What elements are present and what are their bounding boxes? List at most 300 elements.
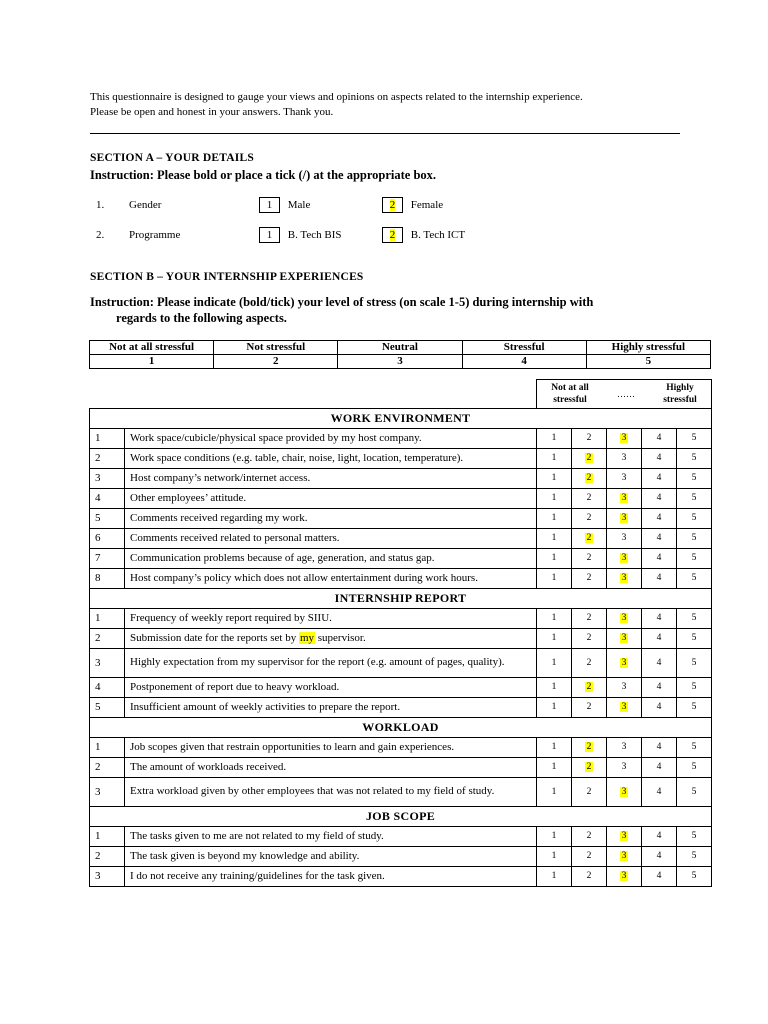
rating-value: 4 — [656, 702, 662, 712]
gender-female-label: Female — [410, 198, 444, 211]
programme-bis-box[interactable]: 1 — [259, 227, 280, 243]
rating-value: 5 — [691, 657, 697, 668]
rating-value: 1 — [551, 473, 557, 483]
table-row — [90, 866, 712, 886]
rating-cell[interactable] — [572, 488, 607, 508]
rating-value: 1 — [551, 702, 557, 712]
rating-cell[interactable] — [537, 568, 572, 588]
rating-cell[interactable] — [537, 448, 572, 468]
rating-cell[interactable] — [677, 677, 712, 697]
item-number: 8 — [90, 568, 125, 588]
rating-cell[interactable] — [607, 846, 642, 866]
rating-value: 4 — [656, 513, 662, 523]
section-a-title: SECTION A – YOUR DETAILS — [90, 152, 254, 164]
rating-value-selected: 3 — [621, 657, 627, 668]
rating-value: 1 — [551, 831, 557, 841]
rating-cell[interactable] — [537, 866, 572, 886]
rating-value-selected: 3 — [621, 633, 627, 643]
item-number: 2 — [90, 757, 125, 777]
rating-cell[interactable] — [537, 846, 572, 866]
rating-cell[interactable] — [642, 468, 677, 488]
rating-cell[interactable] — [642, 628, 677, 648]
rating-value-selected: 2 — [586, 453, 592, 463]
rating-value-selected: 3 — [621, 786, 627, 797]
item-number: 3 — [90, 648, 125, 677]
rating-cell[interactable] — [642, 488, 677, 508]
rating-header — [537, 380, 712, 409]
rating-cell[interactable] — [677, 826, 712, 846]
rating-value: 5 — [691, 851, 697, 861]
rating-value-selected: 3 — [621, 831, 627, 841]
item-number: 7 — [90, 548, 125, 568]
item-text: Comments received regarding my work. — [125, 508, 537, 528]
rating-value: 2 — [586, 657, 592, 668]
table-row — [90, 826, 712, 846]
rating-value: 3 — [621, 742, 627, 752]
item-number: 2 — [90, 846, 125, 866]
table-row — [90, 568, 712, 588]
rating-cell[interactable] — [607, 468, 642, 488]
rating-cell[interactable] — [607, 488, 642, 508]
item-text: Highly expectation from my supervisor for the report (e.g. amount of pages, quality). — [125, 648, 537, 677]
item-number: 3 — [90, 777, 125, 806]
item-text: Frequency of weekly report required by SIIU. — [125, 608, 537, 628]
item-number: 3 — [90, 468, 125, 488]
rating-value: 5 — [691, 493, 697, 503]
section-title: JOB SCOPE — [90, 806, 712, 826]
rating-value: 5 — [691, 682, 697, 692]
rating-value: 2 — [586, 493, 592, 503]
rating-cell[interactable] — [572, 737, 607, 757]
rating-cell[interactable] — [607, 826, 642, 846]
rating-value: 3 — [621, 682, 627, 692]
table-row — [90, 528, 712, 548]
rating-value: 5 — [691, 553, 697, 563]
rating-value: 1 — [551, 633, 557, 643]
rating-cell[interactable] — [677, 548, 712, 568]
section-title: INTERNSHIP REPORT — [90, 588, 712, 608]
rating-value: 2 — [586, 851, 592, 861]
rating-cell[interactable] — [677, 528, 712, 548]
intro-text — [90, 90, 700, 119]
table-row — [90, 697, 712, 717]
item-text: Host company’s network/internet access. — [125, 468, 537, 488]
rating-cell[interactable] — [677, 608, 712, 628]
rating-cell[interactable] — [642, 866, 677, 886]
item-text: Comments received related to personal matters. — [125, 528, 537, 548]
rating-value: 1 — [551, 657, 557, 668]
rating-header-right: Highly stressful — [663, 382, 697, 405]
rating-value-selected: 3 — [621, 851, 627, 861]
rating-value: 4 — [656, 473, 662, 483]
rating-cell[interactable] — [537, 826, 572, 846]
rating-value-selected: 3 — [621, 513, 627, 523]
rating-header-dots: …… — [617, 388, 635, 399]
rating-cell[interactable] — [607, 757, 642, 777]
rating-value-selected: 3 — [621, 613, 627, 623]
rating-cell[interactable] — [572, 568, 607, 588]
item-text: Postponement of report due to heavy workload. — [125, 677, 537, 697]
rating-cell[interactable] — [677, 757, 712, 777]
rating-value: 5 — [691, 433, 697, 443]
rating-value-selected: 3 — [621, 573, 627, 583]
rating-cell[interactable] — [572, 846, 607, 866]
rating-cell[interactable] — [642, 508, 677, 528]
rating-cell[interactable] — [607, 648, 642, 677]
scale-legend — [89, 340, 711, 369]
rating-cell[interactable] — [677, 468, 712, 488]
rating-cell[interactable] — [607, 777, 642, 806]
scale-value: 1 — [90, 355, 214, 369]
rating-value: 1 — [551, 513, 557, 523]
rating-value: 5 — [691, 831, 697, 841]
section-a-instruction: Instruction: Please bold or place a tick (/) at the appropriate box. — [90, 168, 437, 182]
item-number: 1 — [90, 428, 125, 448]
rating-value: 1 — [551, 871, 557, 881]
gender-female-code: 2 — [389, 199, 396, 211]
rating-value: 2 — [586, 702, 592, 712]
programme-bis-label: B. Tech BIS — [287, 228, 342, 241]
rating-cell[interactable] — [572, 777, 607, 806]
rating-cell[interactable] — [607, 677, 642, 697]
divider — [90, 133, 680, 134]
scale-label: Highly stressful — [586, 341, 710, 355]
rating-cell[interactable] — [677, 866, 712, 886]
section-b-instruction-2: regards to the following aspects. — [116, 311, 287, 325]
table-row — [90, 737, 712, 757]
rating-value: 4 — [656, 742, 662, 752]
rating-cell[interactable] — [677, 428, 712, 448]
rating-cell[interactable] — [607, 866, 642, 886]
rating-value: 4 — [656, 871, 662, 881]
rating-value: 2 — [586, 871, 592, 881]
rating-value: 5 — [691, 786, 697, 797]
scale-value: 5 — [586, 355, 710, 369]
section-title: WORKLOAD — [90, 717, 712, 737]
table-row — [90, 757, 712, 777]
section-b-title: SECTION B – YOUR INTERNSHIP EXPERIENCES — [90, 271, 364, 283]
item-number: 6 — [90, 528, 125, 548]
q1-number: 1. — [96, 199, 105, 211]
questionnaire-table — [89, 379, 712, 887]
rating-cell[interactable] — [537, 548, 572, 568]
rating-value: 1 — [551, 762, 557, 772]
rating-cell[interactable] — [572, 548, 607, 568]
section-header-row — [90, 408, 712, 428]
rating-value: 2 — [586, 553, 592, 563]
gender-male-label: Male — [287, 198, 311, 211]
rating-cell[interactable] — [572, 628, 607, 648]
table-row — [90, 548, 712, 568]
table-row — [90, 448, 712, 468]
rating-cell[interactable] — [537, 677, 572, 697]
rating-cell[interactable] — [537, 528, 572, 548]
rating-cell[interactable] — [677, 508, 712, 528]
scale-label: Not at all stressful — [90, 341, 214, 355]
rating-cell[interactable] — [537, 508, 572, 528]
rating-cell[interactable] — [642, 648, 677, 677]
table-row — [90, 508, 712, 528]
rating-value: 2 — [586, 433, 592, 443]
rating-cell[interactable] — [642, 428, 677, 448]
section-header-row — [90, 588, 712, 608]
rating-cell[interactable] — [677, 777, 712, 806]
rating-cell[interactable] — [572, 528, 607, 548]
rating-cell[interactable] — [607, 697, 642, 717]
rating-cell[interactable] — [572, 757, 607, 777]
rating-cell[interactable] — [607, 737, 642, 757]
rating-value-selected: 2 — [586, 742, 592, 752]
intro-line-1: This questionnaire is designed to gauge your views and opinions on aspects related to the internship experience. — [90, 91, 583, 103]
rating-cell[interactable] — [677, 628, 712, 648]
table-row — [90, 468, 712, 488]
section-header-row — [90, 717, 712, 737]
gender-female-box[interactable] — [382, 197, 403, 213]
rating-cell[interactable] — [572, 428, 607, 448]
intro-line-2: Please be open and honest in your answers. Thank you. — [90, 105, 334, 118]
q2-label: Programme — [129, 229, 181, 241]
item-number: 5 — [90, 508, 125, 528]
rating-value: 2 — [586, 633, 592, 643]
q2-number: 2. — [96, 229, 105, 241]
scale-value: 2 — [214, 355, 338, 369]
rating-cell[interactable] — [572, 468, 607, 488]
rating-cell[interactable] — [572, 677, 607, 697]
rating-cell[interactable] — [642, 528, 677, 548]
rating-value: 1 — [551, 851, 557, 861]
rating-cell[interactable] — [642, 737, 677, 757]
rating-value-selected: 2 — [586, 682, 592, 692]
item-number: 4 — [90, 677, 125, 697]
scale-label: Stressful — [462, 341, 586, 355]
q1-label: Gender — [129, 199, 162, 211]
rating-cell[interactable] — [537, 648, 572, 677]
rating-cell[interactable] — [677, 737, 712, 757]
rating-cell[interactable] — [642, 697, 677, 717]
rating-cell[interactable] — [572, 608, 607, 628]
rating-cell[interactable] — [537, 468, 572, 488]
rating-value: 3 — [621, 453, 627, 463]
rating-value: 5 — [691, 633, 697, 643]
rating-header-left: Not at all stressful — [551, 382, 589, 405]
rating-cell[interactable] — [642, 757, 677, 777]
programme-ict-box[interactable] — [382, 227, 403, 243]
rating-value: 2 — [586, 573, 592, 583]
item-text: Insufficient amount of weekly activities to prepare the report. — [125, 697, 537, 717]
rating-cell[interactable] — [537, 697, 572, 717]
programme-ict-code: 2 — [389, 229, 396, 241]
rating-value: 2 — [586, 613, 592, 623]
scale-label: Not stressful — [214, 341, 338, 355]
table-row — [90, 777, 712, 806]
item-text: Host company’s policy which does not allow entertainment during work hours. — [125, 568, 537, 588]
rating-cell[interactable] — [642, 677, 677, 697]
rating-value: 4 — [656, 573, 662, 583]
rating-value: 5 — [691, 513, 697, 523]
rating-cell[interactable] — [677, 448, 712, 468]
rating-value-selected: 3 — [621, 702, 627, 712]
item-text: Communication problems because of age, generation, and status gap. — [125, 548, 537, 568]
item-text-part: Submission date for the reports set by — [130, 631, 299, 644]
rating-value: 4 — [656, 433, 662, 443]
rating-value: 2 — [586, 831, 592, 841]
rating-value: 5 — [691, 742, 697, 752]
rating-cell[interactable] — [607, 548, 642, 568]
rating-value: 4 — [656, 657, 662, 668]
rating-value-selected: 2 — [586, 473, 592, 483]
rating-cell[interactable] — [642, 608, 677, 628]
rating-cell[interactable] — [537, 488, 572, 508]
table-row — [90, 846, 712, 866]
item-text-part: supervisor. — [315, 631, 366, 644]
item-text: Job scopes given that restrain opportunities to learn and gain experiences. — [125, 737, 537, 757]
item-number: 4 — [90, 488, 125, 508]
rating-cell[interactable] — [607, 608, 642, 628]
rating-value: 1 — [551, 493, 557, 503]
item-text: Work space conditions (e.g. table, chair, noise, light, location, temperature). — [125, 448, 537, 468]
rating-cell[interactable] — [642, 826, 677, 846]
rating-value-selected: 3 — [621, 553, 627, 563]
item-number: 1 — [90, 826, 125, 846]
rating-value-selected: 3 — [621, 871, 627, 881]
item-text: I do not receive any training/guidelines for the task given. — [125, 866, 537, 886]
rating-cell[interactable] — [677, 568, 712, 588]
rating-value: 1 — [551, 573, 557, 583]
rating-value: 5 — [691, 762, 697, 772]
rating-cell[interactable] — [572, 508, 607, 528]
table-row — [90, 677, 712, 697]
rating-value-selected: 3 — [621, 433, 627, 443]
table-row — [90, 628, 712, 648]
rating-cell[interactable] — [537, 628, 572, 648]
rating-value: 3 — [621, 762, 627, 772]
rating-value: 2 — [586, 513, 592, 523]
item-text: The amount of workloads received. — [125, 757, 537, 777]
rating-value-selected: 2 — [586, 533, 592, 543]
rating-value: 5 — [691, 453, 697, 463]
item-text: Work space/cubicle/physical space provided by my host company. — [125, 428, 537, 448]
item-text: Extra workload given by other employees that was not related to my field of study. — [125, 777, 537, 806]
rating-cell[interactable] — [677, 648, 712, 677]
rating-value: 4 — [656, 453, 662, 463]
scale-values-row — [90, 355, 711, 369]
rating-cell[interactable] — [607, 428, 642, 448]
section-b-instruction-1: Instruction: Please indicate (bold/tick) your level of stress (on scale 1-5) during internship with — [90, 295, 594, 309]
item-number: 1 — [90, 737, 125, 757]
rating-cell[interactable] — [537, 777, 572, 806]
item-text: The task given is beyond my knowledge and ability. — [125, 846, 537, 866]
item-number: 2 — [90, 448, 125, 468]
rating-value: 4 — [656, 533, 662, 543]
item-number: 3 — [90, 866, 125, 886]
rating-cell[interactable] — [572, 826, 607, 846]
section-title: WORK ENVIRONMENT — [90, 408, 712, 428]
rating-cell[interactable] — [572, 648, 607, 677]
rating-cell[interactable] — [572, 448, 607, 468]
rating-value: 5 — [691, 473, 697, 483]
rating-value: 1 — [551, 553, 557, 563]
rating-cell[interactable] — [537, 428, 572, 448]
rating-cell[interactable] — [537, 608, 572, 628]
item-number: 1 — [90, 608, 125, 628]
section-header-row — [90, 806, 712, 826]
rating-cell[interactable] — [572, 866, 607, 886]
table-row — [90, 428, 712, 448]
rating-value: 2 — [586, 786, 592, 797]
rating-value: 1 — [551, 742, 557, 752]
rating-cell[interactable] — [642, 777, 677, 806]
scale-value: 3 — [338, 355, 462, 369]
rating-value: 3 — [621, 473, 627, 483]
rating-value: 5 — [691, 613, 697, 623]
rating-value: 1 — [551, 533, 557, 543]
rating-cell[interactable] — [607, 568, 642, 588]
rating-header-row — [90, 380, 712, 409]
rating-cell[interactable] — [642, 548, 677, 568]
scale-labels-row — [90, 341, 711, 355]
rating-value: 1 — [551, 453, 557, 463]
rating-value: 1 — [551, 613, 557, 623]
item-text: Other employees’ attitude. — [125, 488, 537, 508]
scale-value: 4 — [462, 355, 586, 369]
rating-cell[interactable] — [642, 448, 677, 468]
rating-value: 4 — [656, 786, 662, 797]
programme-ict-label: B. Tech ICT — [410, 228, 466, 241]
rating-cell[interactable] — [572, 697, 607, 717]
item-number: 5 — [90, 697, 125, 717]
rating-cell[interactable] — [642, 846, 677, 866]
rating-cell[interactable] — [677, 697, 712, 717]
rating-value: 4 — [656, 633, 662, 643]
rating-value: 5 — [691, 871, 697, 881]
rating-value: 4 — [656, 851, 662, 861]
rating-cell[interactable] — [677, 846, 712, 866]
scale-label: Neutral — [338, 341, 462, 355]
rating-value: 4 — [656, 493, 662, 503]
rating-cell[interactable] — [677, 488, 712, 508]
rating-value: 4 — [656, 613, 662, 623]
rating-value: 4 — [656, 553, 662, 563]
rating-value: 4 — [656, 762, 662, 772]
rating-value: 4 — [656, 682, 662, 692]
table-row — [90, 488, 712, 508]
rating-value-selected: 3 — [621, 493, 627, 503]
gender-male-box[interactable]: 1 — [259, 197, 280, 213]
rating-cell[interactable] — [607, 628, 642, 648]
rating-value: 5 — [691, 573, 697, 583]
item-text — [125, 628, 537, 648]
rating-cell[interactable] — [607, 508, 642, 528]
rating-value-selected: 2 — [586, 762, 592, 772]
rating-value: 5 — [691, 533, 697, 543]
rating-value: 3 — [621, 533, 627, 543]
table-row — [90, 608, 712, 628]
rating-cell[interactable] — [642, 568, 677, 588]
rating-value: 1 — [551, 682, 557, 692]
rating-value: 4 — [656, 831, 662, 841]
rating-cell[interactable] — [607, 448, 642, 468]
rating-cell[interactable] — [537, 757, 572, 777]
rating-cell[interactable] — [537, 737, 572, 757]
table-row — [90, 648, 712, 677]
rating-cell[interactable] — [607, 528, 642, 548]
rating-value: 1 — [551, 786, 557, 797]
highlighted-word: my — [299, 631, 315, 644]
item-text: The tasks given to me are not related to my field of study. — [125, 826, 537, 846]
rating-value: 5 — [691, 702, 697, 712]
rating-value: 1 — [551, 433, 557, 443]
item-number: 2 — [90, 628, 125, 648]
